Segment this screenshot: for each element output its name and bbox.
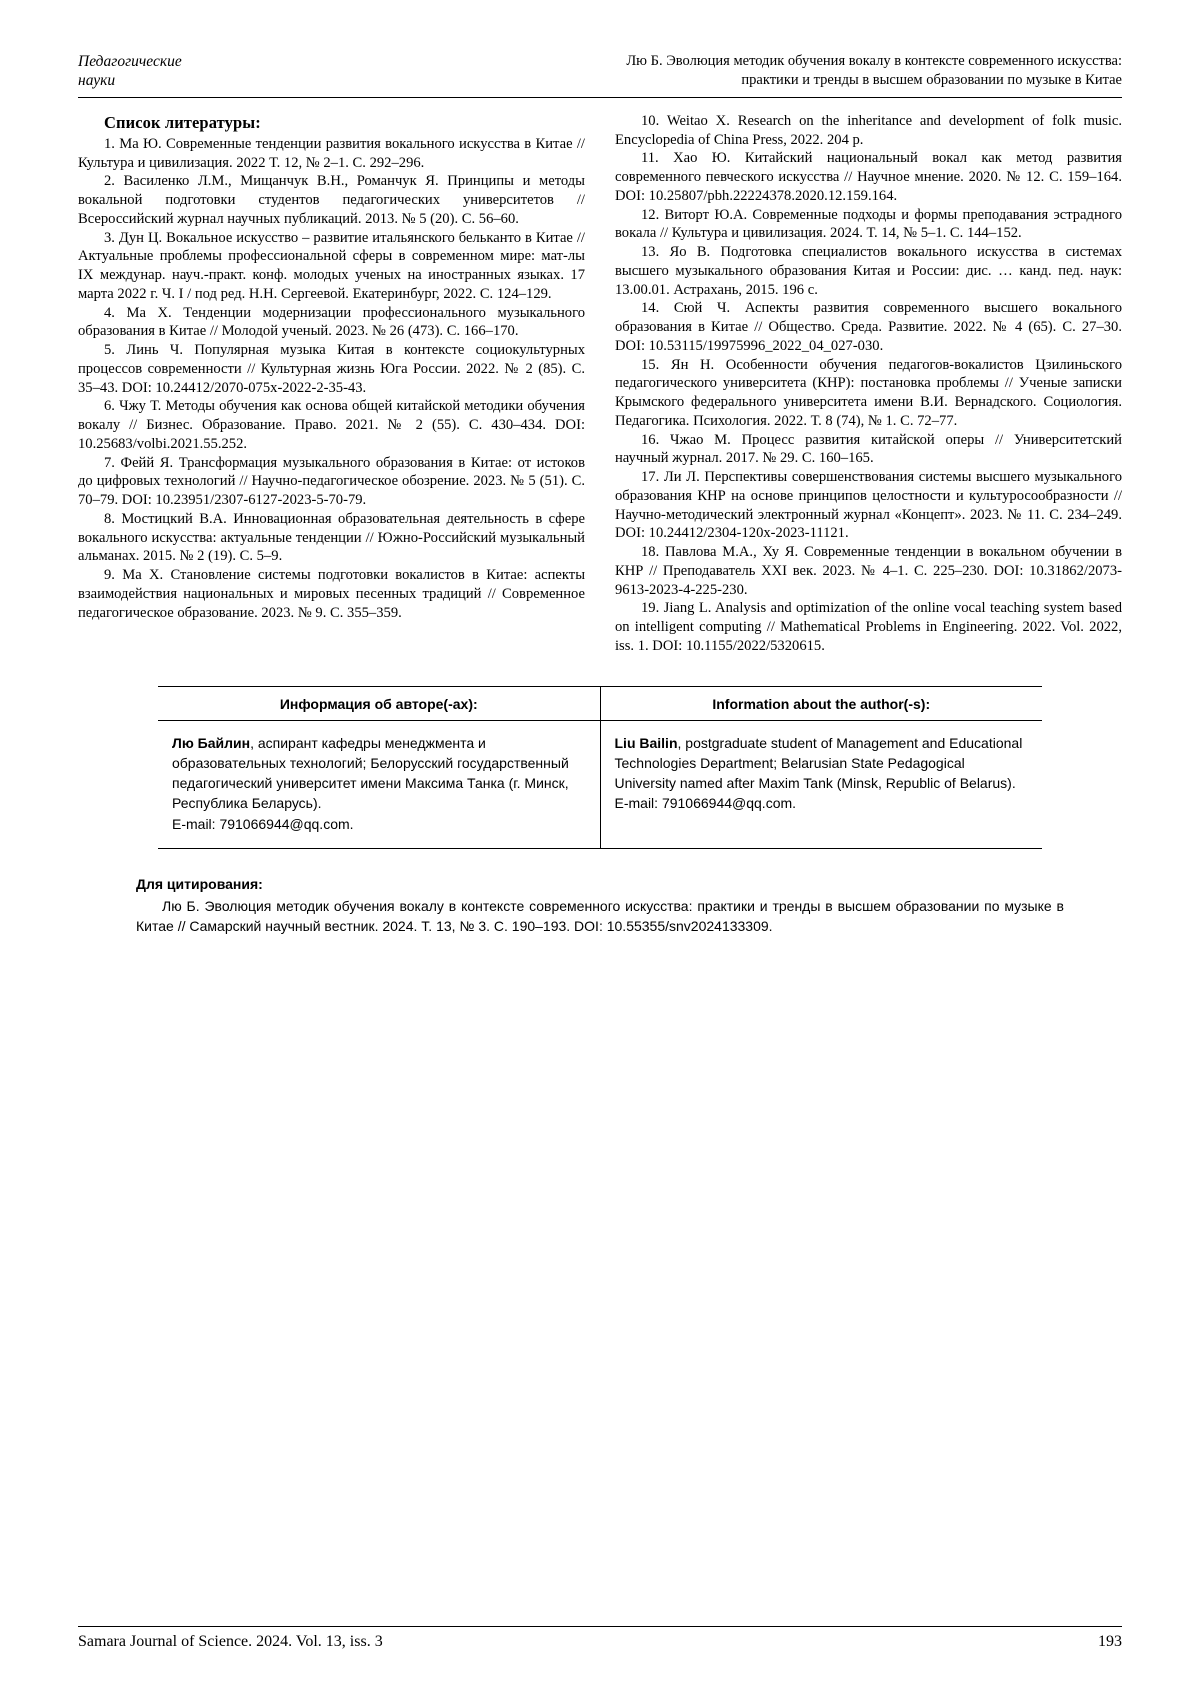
author-info-header-en: Information about the author(-s):: [712, 695, 931, 712]
author-email-ru: E-mail: 791066944@qq.com.: [172, 815, 354, 832]
reference-item: 3. Дун Ц. Вокальное искусство – развитие итальянского бельканто в Китае // Актуальные проблемы профессиональной сферы в современном мире: мат-лы IX междунар. науч.-практ. конф. молодых ученых на иностранных языках. 17 марта 2022 г. Ч. I / под ред. Н.Н. Сергеевой. Екатеринбург, 2022. С. 124–129.: [78, 229, 585, 302]
running-head-right-line1: Лю Б. Эволюция методик обучения вокалу в контексте современного искусства:: [626, 53, 1122, 69]
running-head-left-line1: Педагогические: [78, 53, 182, 70]
references-title: Список литературы:: [104, 112, 261, 132]
footer-page-number: 193: [1098, 1633, 1122, 1650]
reference-item: 6. Чжу Т. Методы обучения как основа общей китайской методики обучения вокалу // Бизнес. Образование. Право. 2021. № 2 (55). С. 430–434. DOI: 10.25683/volbi.2021.55.252.: [78, 398, 585, 452]
reference-item: 11. Хао Ю. Китайский национальный вокал как метод развития современного певческого искусства // Научное мнение. 2020. № 12. С. 159–164. DOI: 10.25807/pbh.22224378.2020.12.159.164.: [615, 150, 1122, 204]
reference-item: 17. Ли Л. Перспективы совершенствования системы высшего музыкального образования КНР на основе принципов целостности и культуросообразности // Научно-методический электронный журнал «Концепт». 2023. № 11. С. 234–249. DOI: 10.24412/2304-120x-2023-11121.: [615, 469, 1122, 542]
reference-item: 13. Яо В. Подготовка специалистов вокального искусства в системах высшего музыкального образования Китая и России: дис. … канд. пед. наук: 13.00.01. Астрахань, 2015. 196 с.: [615, 244, 1122, 298]
author-info-header-ru: Информация об авторе(-ах):: [158, 687, 601, 720]
reference-item: 5. Линь Ч. Популярная музыка Китая в контексте социокультурных процессов современности // Культурная жизнь Юга России. 2022. № 2 (85). С. 35–43. DOI: 10.24412/2070-075x-2022-2-35-43.: [78, 342, 585, 396]
author-name-ru: Лю Байлин: [172, 734, 251, 751]
reference-item: 1. Ма Ю. Современные тенденции развития вокального искусства в Китае // Культура и цивилизация. 2022 Т. 12, № 2–1. С. 292–296.: [78, 135, 585, 171]
reference-item: 14. Сюй Ч. Аспекты развития современного высшего вокального образования в Китае // Общество. Среда. Развитие. 2022. № 4 (65). С. 27–30. DOI: 10.53115/19975996_2022_04_027-030.: [615, 300, 1122, 354]
reference-item: 15. Ян Н. Особенности обучения педагогов-вокалистов Цзилиньского педагогического университета (КНР): постановка проблемы // Ученые записки Крымского федерального университета имени В.И. Вернадского. Социология. Педагогика. Психология. 2022. Т. 8 (74), № 1. С. 72–77.: [615, 356, 1122, 429]
running-head-left: [78, 52, 278, 91]
citation-text: Лю Б. Эволюция методик обучения вокалу в контексте современного искусства: практики и тренды в высшем образовании по музыке в Китае // Самарский научный вестник. 2024. Т. 13, № 3. С. 190–193. DOI: 10.55355/snv2024133309.: [136, 897, 1064, 934]
reference-item: 16. Чжао М. Процесс развития китайской оперы // Университетский научный журнал. 2017. № 29. С. 160–165.: [615, 431, 1122, 467]
page-footer: [78, 1626, 1122, 1651]
running-head-right: [278, 52, 1122, 90]
author-email-en: E-mail: 791066944@qq.com.: [614, 795, 797, 812]
reference-column-right: [615, 112, 1122, 656]
author-info-cell-ru: [158, 721, 601, 848]
citation-block: [136, 875, 1064, 937]
reference-item: 4. Ма Х. Тенденции модернизации профессионального музыкального образования в Китае // Молодой ученый. 2023. № 26 (473). С. 166–170.: [78, 304, 585, 340]
reference-columns: [78, 112, 1122, 656]
reference-item: 9. Ма Х. Становление системы подготовки вокалистов в Китае: аспекты взаимодействия национальных и мировых песенных традиций // Современное педагогическое образование. 2023. № 9. С. 355–359.: [78, 567, 585, 621]
running-head-left-line2: науки: [78, 72, 116, 90]
reference-item: 19. Jiang L. Analysis and optimization of the online vocal teaching system based on intelligent computing // Mathematical Problems in Engineering. 2022. Vol. 2022, iss. 1. DOI: 10.1155/2022/5320615.: [615, 600, 1122, 654]
author-info-table: [158, 686, 1042, 849]
footer-journal-title: Samara Journal of Science. 2024. Vol. 13, iss. 3: [78, 1633, 383, 1650]
reference-item: 18. Павлова М.А., Ху Я. Современные тенденции в вокальном обучении в КНР // Преподаватель XXI век. 2023. № 4–1. С. 225–230. DOI: 10.31862/2073-9613-2023-4-225-230.: [615, 544, 1122, 598]
author-info-body-row: [158, 721, 1042, 849]
reference-item: 12. Виторт Ю.А. Современные подходы и формы преподавания эстрадного вокала // Культура и цивилизация. 2024. Т. 14, № 5–1. С. 144–152.: [615, 206, 1122, 242]
running-head-right-line2: практики и тренды в высшем образовании по музыке в Китае: [741, 71, 1122, 88]
author-info-header-row: [158, 686, 1042, 721]
author-affiliation-en: , postgraduate student of Management and Educational Technologies Department; Belarusian State Pedagogical University named after Maxim Tank (Minsk, Republic of Belarus).: [614, 734, 1023, 792]
running-head: [78, 52, 1122, 98]
author-affiliation-ru: , аспирант кафедры менеджмента и образовательных технологий; Белорусский государственный педагогический университет имени Максима Танка (г. Минск, Республика Беларусь).: [172, 734, 569, 812]
reference-item: 10. Weitao X. Research on the inheritance and development of folk music. Encyclopedia of China Press, 2022. 204 p.: [615, 112, 1122, 148]
reference-item: 7. Фейй Я. Трансформация музыкального образования в Китае: от истоков до цифровых технологий // Научно-педагогическое обозрение. 2023. № 5 (51). С. 70–79. DOI: 10.23951/2307-6127-2023-5-70-79.: [78, 454, 585, 509]
citation-title: Для цитирования:: [136, 875, 263, 892]
author-info-cell-en: [601, 721, 1043, 848]
reference-column-left: [78, 112, 585, 656]
reference-item: 8. Мостицкий В.А. Инновационная образовательная деятельность в сфере вокального искусства: актуальные тенденции // Южно-Российский музыкальный альманах. 2015. № 2 (19). С. 5–9.: [78, 510, 585, 565]
reference-item: 2. Василенко Л.М., Мищанчук В.Н., Романчук Я. Принципы и методы вокальной подготовки студентов педагогических университетов // Всероссийский журнал научных публикаций. 2013. № 5 (20). С. 56–60.: [78, 173, 585, 227]
author-name-en: Liu Bailin: [614, 734, 678, 751]
